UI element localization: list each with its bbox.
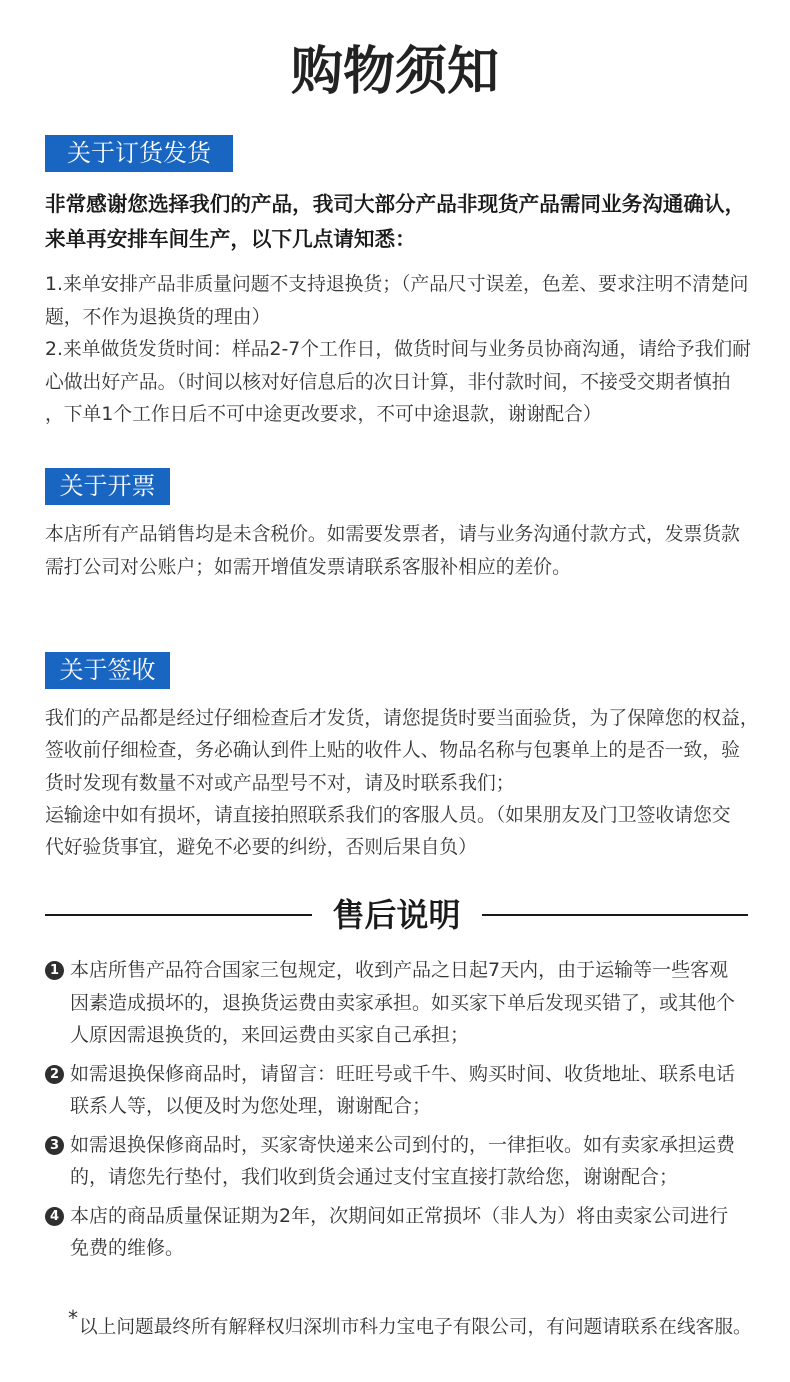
list-item-line: 的，请您先行垫付，我们收到货会通过支付宝直接打款给您，谢谢配合； — [70, 1166, 679, 1188]
after-sales-heading: 售后说明 — [332, 896, 461, 934]
list-item-line: 联系人等，以便及时为您处理，谢谢配合； — [70, 1095, 432, 1117]
number-badge-icon: 4 — [45, 1207, 64, 1226]
divider-line-left — [45, 914, 312, 916]
page-title: 购物须知 — [290, 42, 499, 102]
invoice-terms — [45, 519, 740, 584]
list-item — [45, 954, 755, 1052]
list-item-line: 免费的维修。 — [70, 1237, 185, 1259]
intro-line: 来单再安排车间生产，以下几点请知悉： — [45, 227, 416, 251]
terms-line: 本店所有产品销售均是未含税价。如需要发票者，请与业务沟通付款方式，发票货款 — [45, 524, 740, 545]
list-item-line: 本店的商品质量保证期为2年，次期间如正常损坏（非人为）将由卖家公司进行 — [70, 1204, 729, 1227]
ordering-intro — [45, 187, 745, 257]
terms-line: 2.来单做货发货时间：样品2-7个工作日，做货时间与业务员协商沟通，请给予我们耐 — [45, 339, 751, 360]
terms-line: 1.来单安排产品非质量问题不支持退换货；（产品尺寸误差，色差、要求注明不清楚问 — [45, 274, 749, 295]
list-item — [45, 1129, 755, 1194]
section-label-invoice: 关于开票 — [45, 468, 170, 505]
terms-line: 签收前仔细检查，务必确认到件上贴的收件人、物品名称与包裹单上的是否一致，验 — [45, 740, 740, 762]
terms-line: 我们的产品都是经过仔细检查后才发货，请您提货时要当面验货，为了保障您的权益， — [45, 708, 759, 729]
terms-line: 运输途中如有损坏，请直接拍照联系我们的客服人员。（如果朋友及门卫签收请您交 — [45, 804, 731, 826]
list-item-line: 人原因需退换货的，来回运费由买家自己承担； — [70, 1024, 470, 1046]
list-item-text — [70, 1058, 735, 1123]
list-item-line: 因素造成损坏的，退换货运费由卖家承担。如买家下单后发现买错了，或其他个 — [70, 991, 736, 1014]
footer-text: 以上问题最终所有解释权归深圳市科力宝电子有限公司，有问题请联系在线客服。 — [79, 1317, 752, 1338]
intro-line: 非常感谢您选择我们的产品，我司大部分产品非现货产品需同业务沟通确认， — [45, 192, 746, 216]
divider-line-right — [482, 914, 749, 916]
terms-line: 货时发现有数量不对或产品型号不对，请及时联系我们； — [45, 772, 515, 794]
list-item — [45, 1200, 755, 1265]
terms-line: 代好验货事宜，避免不必要的纠纷，否则后果自负） — [45, 837, 477, 858]
list-item-line: 如需退换保修商品时，请留言：旺旺号或千牛、购买时间、收货地址、联系电话 — [70, 1062, 736, 1085]
footnote-asterisk: * — [68, 1306, 78, 1330]
list-item-line: 本店所售产品符合国家三包规定，收到产品之日起7天内，由于运输等一些客观 — [70, 959, 729, 981]
list-item-line: 如需退换保修商品时，买家寄快递来公司到付的，一律拒收。如有卖家承担运费 — [70, 1133, 736, 1156]
after-sales-list — [45, 954, 755, 1271]
number-badge-icon: 2 — [45, 1065, 64, 1084]
terms-line: 需打公司对公账户；如需开增值发票请联系客服补相应的差价。 — [45, 556, 571, 578]
terms-line: 题，不作为退换货的理由） — [45, 306, 271, 328]
section-label-ordering-shipping: 关于订货发货 — [45, 135, 233, 172]
terms-line: ，下单1个工作日后不可中途更改要求，不可中途退款，谢谢配合） — [45, 404, 602, 425]
list-item-text — [70, 954, 735, 1052]
list-item — [45, 1058, 755, 1123]
after-sales-divider — [45, 895, 748, 935]
terms-line: 心做出好产品。（时间以核对好信息后的次日计算，非付款时间，不接受交期者慎拍 — [45, 371, 731, 393]
list-item-text — [70, 1200, 728, 1265]
section-label-receiving: 关于签收 — [45, 652, 170, 689]
number-badge-icon: 1 — [45, 961, 64, 980]
footer-note — [68, 1306, 752, 1344]
list-item-text — [70, 1129, 735, 1194]
receiving-terms — [45, 703, 759, 864]
ordering-terms — [45, 269, 751, 432]
number-badge-icon: 3 — [45, 1136, 64, 1155]
